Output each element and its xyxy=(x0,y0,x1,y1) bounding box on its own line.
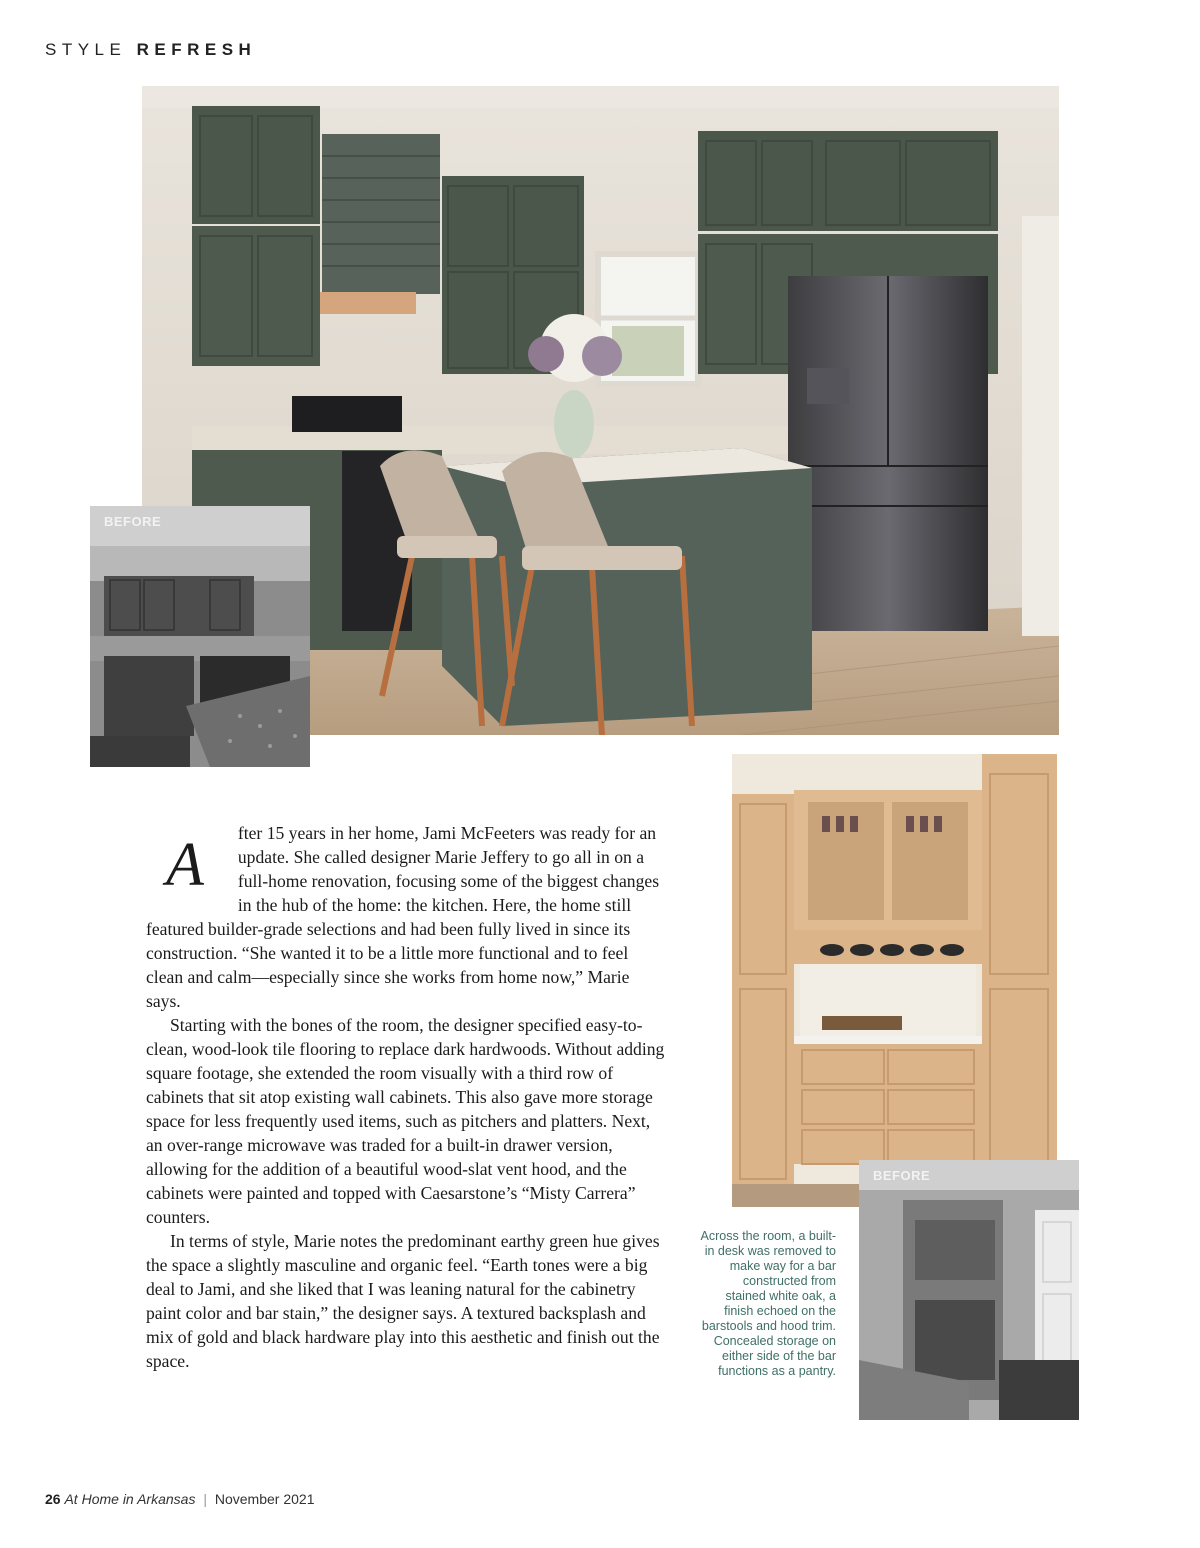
before-photo-kitchen xyxy=(90,506,310,767)
before-label: BEFORE xyxy=(873,1168,931,1183)
section-header xyxy=(45,40,256,60)
drop-cap: A xyxy=(166,831,204,899)
page-number: 26 xyxy=(45,1491,61,1507)
bar-photo xyxy=(732,754,1057,1207)
before-photo-desk xyxy=(859,1160,1079,1420)
magazine-name: At Home in Arkansas xyxy=(64,1491,196,1507)
article-paragraph xyxy=(146,821,666,1013)
article-paragraph-text: fter 15 years in her home, Jami McFeeters was ready for an update. She called designer Marie Jeffery to go all in on a full-home renovation, focusing some of the biggest changes in the hub of the home: the kitchen. Here, the home still featured builder-grade selections and had been fully lived in since its construction. “She wanted it to be a little more functional and to feel clean and calm—especially since she works from home now,” Marie says. xyxy=(146,823,660,1011)
photo-caption: Across the room, a built-in desk was removed to make way for a bar constructed from stained white oak, a finish echoed on the barstools and hood trim. Concealed storage on either side of the bar functions as a pantry. xyxy=(700,1229,836,1378)
article-paragraph: Starting with the bones of the room, the designer specified easy-to-clean, wood-look tile flooring to replace dark hardwoods. Without adding square footage, she extended the room visually with a third row of cabinets that sit atop existing wall cabinets. This also gave more storage space for less frequently used items, such as pitchers and platters. Next, an over-range microwave was traded for a built-in drawer version, allowing for the addition of a beautiful wood-slat vent hood, and the cabinets were painted and topped with Caesarstone’s “Misty Carrera” counters. xyxy=(146,1015,665,1227)
folio-separator: | xyxy=(203,1491,207,1507)
article-paragraph: In terms of style, Marie notes the predominant earthy green hue gives the space a slightly masculine and organic feel. “Earth tones were a big deal to Jami, and she liked that I was leaning natural for the cabinetry paint color and bar stain,” the designer says. A textured backsplash and mix of gold and black hardware play into this aesthetic and finish out the space. xyxy=(146,1231,660,1371)
article-body xyxy=(146,821,666,1373)
section-label-light: STYLE xyxy=(45,40,127,59)
before-label: BEFORE xyxy=(104,514,162,529)
issue-date: November 2021 xyxy=(214,1491,315,1507)
page-folio xyxy=(45,1491,315,1507)
section-label-bold: REFRESH xyxy=(136,40,257,59)
